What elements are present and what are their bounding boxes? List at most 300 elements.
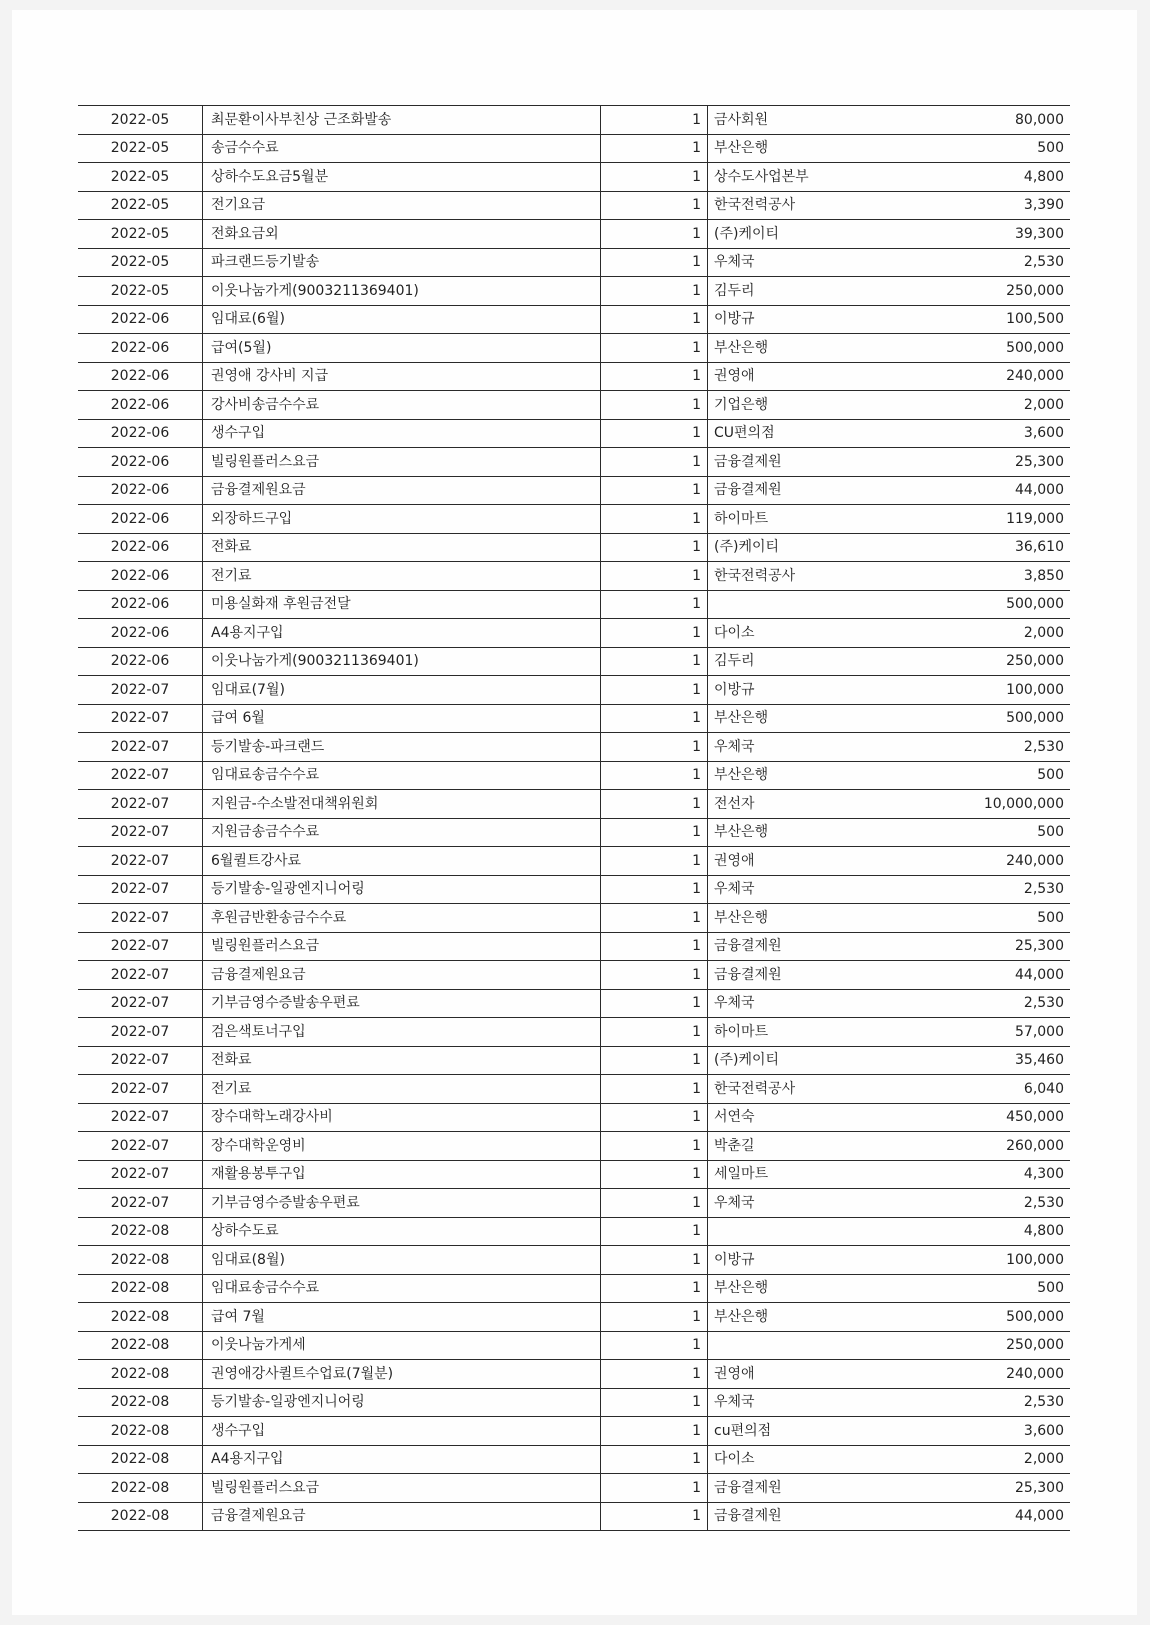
amount-cell: 25,300 [906, 448, 1070, 477]
payee-cell: 우체국 [708, 989, 907, 1018]
table-row [78, 619, 1070, 648]
table-row [78, 362, 1070, 391]
amount-cell: 260,000 [906, 1132, 1070, 1161]
table-row [78, 1075, 1070, 1104]
description-cell: 생수구입 [203, 419, 601, 448]
table-row [78, 1246, 1070, 1275]
table-row [78, 1046, 1070, 1075]
description-cell: 등기발송-파크랜드 [203, 733, 601, 762]
description-cell: 전기료 [203, 1075, 601, 1104]
quantity-cell: 1 [601, 419, 708, 448]
table-row [78, 448, 1070, 477]
table-row [78, 1417, 1070, 1446]
date-cell: 2022-06 [78, 362, 203, 391]
payee-cell: 우체국 [708, 1388, 907, 1417]
date-cell: 2022-07 [78, 932, 203, 961]
amount-cell: 44,000 [906, 476, 1070, 505]
amount-cell: 500,000 [906, 334, 1070, 363]
description-cell: 등기발송-일광엔지니어링 [203, 1388, 601, 1417]
ledger-body [78, 106, 1070, 1531]
payee-cell: (주)케이티 [708, 1046, 907, 1075]
amount-cell: 39,300 [906, 220, 1070, 249]
payee-cell: (주)케이티 [708, 533, 907, 562]
description-cell: 6월퀼트강사료 [203, 847, 601, 876]
description-cell: 기부금영수증발송우편료 [203, 989, 601, 1018]
quantity-cell: 1 [601, 818, 708, 847]
description-cell: 급여 7월 [203, 1303, 601, 1332]
quantity-cell: 1 [601, 476, 708, 505]
date-cell: 2022-08 [78, 1445, 203, 1474]
amount-cell: 2,530 [906, 733, 1070, 762]
description-cell: A4용지구입 [203, 619, 601, 648]
date-cell: 2022-05 [78, 191, 203, 220]
amount-cell: 500 [906, 818, 1070, 847]
description-cell: 빌링원플러스요금 [203, 448, 601, 477]
date-cell: 2022-06 [78, 448, 203, 477]
amount-cell: 2,530 [906, 248, 1070, 277]
date-cell: 2022-07 [78, 818, 203, 847]
table-row [78, 505, 1070, 534]
payee-cell: 금융결제원 [708, 961, 907, 990]
table-row [78, 590, 1070, 619]
description-cell: 전화요금외 [203, 220, 601, 249]
description-cell: 미용실화재 후원금전달 [203, 590, 601, 619]
date-cell: 2022-05 [78, 220, 203, 249]
payee-cell: 세일마트 [708, 1160, 907, 1189]
amount-cell: 240,000 [906, 362, 1070, 391]
payee-cell [708, 1217, 907, 1246]
description-cell: 재활용봉투구입 [203, 1160, 601, 1189]
description-cell: 이웃나눔가게(9003211369401) [203, 647, 601, 676]
payee-cell: CU편의점 [708, 419, 907, 448]
payee-cell: 박춘길 [708, 1132, 907, 1161]
table-row [78, 1474, 1070, 1503]
payee-cell: 하이마트 [708, 1018, 907, 1047]
amount-cell: 500 [906, 761, 1070, 790]
payee-cell: 기업은행 [708, 391, 907, 420]
description-cell: 강사비송금수수료 [203, 391, 601, 420]
date-cell: 2022-06 [78, 305, 203, 334]
table-row [78, 647, 1070, 676]
description-cell: 금융결제원요금 [203, 961, 601, 990]
amount-cell: 2,530 [906, 875, 1070, 904]
quantity-cell: 1 [601, 248, 708, 277]
date-cell: 2022-06 [78, 533, 203, 562]
quantity-cell: 1 [601, 334, 708, 363]
expense-ledger-table [78, 105, 1070, 1531]
payee-cell: 하이마트 [708, 505, 907, 534]
payee-cell: 부산은행 [708, 1303, 907, 1332]
payee-cell: 김두리 [708, 277, 907, 306]
payee-cell: 한국전력공사 [708, 1075, 907, 1104]
description-cell: 권영애 강사비 지급 [203, 362, 601, 391]
amount-cell: 2,530 [906, 989, 1070, 1018]
description-cell: 급여 6월 [203, 704, 601, 733]
table-row [78, 533, 1070, 562]
quantity-cell: 1 [601, 220, 708, 249]
payee-cell: 다이소 [708, 619, 907, 648]
payee-cell: 전선자 [708, 790, 907, 819]
quantity-cell: 1 [601, 847, 708, 876]
quantity-cell: 1 [601, 1160, 708, 1189]
amount-cell: 2,530 [906, 1388, 1070, 1417]
table-row [78, 875, 1070, 904]
amount-cell: 4,300 [906, 1160, 1070, 1189]
date-cell: 2022-05 [78, 163, 203, 192]
payee-cell: 우체국 [708, 875, 907, 904]
description-cell: 전화료 [203, 533, 601, 562]
description-cell: 권영애강사퀼트수업료(7월분) [203, 1360, 601, 1389]
description-cell: 장수대학노래강사비 [203, 1103, 601, 1132]
amount-cell: 2,530 [906, 1189, 1070, 1218]
amount-cell: 6,040 [906, 1075, 1070, 1104]
description-cell: 금융결제원요금 [203, 1502, 601, 1531]
payee-cell: 권영애 [708, 362, 907, 391]
date-cell: 2022-07 [78, 761, 203, 790]
date-cell: 2022-08 [78, 1502, 203, 1531]
table-row [78, 1360, 1070, 1389]
quantity-cell: 1 [601, 305, 708, 334]
quantity-cell: 1 [601, 277, 708, 306]
description-cell: 전기료 [203, 562, 601, 591]
table-row [78, 1132, 1070, 1161]
payee-cell [708, 1331, 907, 1360]
date-cell: 2022-06 [78, 647, 203, 676]
table-row [78, 1018, 1070, 1047]
date-cell: 2022-07 [78, 1075, 203, 1104]
table-row [78, 391, 1070, 420]
quantity-cell: 1 [601, 1417, 708, 1446]
date-cell: 2022-08 [78, 1417, 203, 1446]
date-cell: 2022-06 [78, 590, 203, 619]
quantity-cell: 1 [601, 590, 708, 619]
date-cell: 2022-08 [78, 1474, 203, 1503]
table-row [78, 676, 1070, 705]
payee-cell: (주)케이티 [708, 220, 907, 249]
quantity-cell: 1 [601, 505, 708, 534]
date-cell: 2022-05 [78, 277, 203, 306]
quantity-cell: 1 [601, 391, 708, 420]
amount-cell: 3,600 [906, 419, 1070, 448]
date-cell: 2022-08 [78, 1217, 203, 1246]
date-cell: 2022-06 [78, 619, 203, 648]
date-cell: 2022-07 [78, 1132, 203, 1161]
quantity-cell: 1 [601, 562, 708, 591]
payee-cell: 서연숙 [708, 1103, 907, 1132]
quantity-cell: 1 [601, 1189, 708, 1218]
amount-cell: 100,000 [906, 676, 1070, 705]
amount-cell: 500,000 [906, 590, 1070, 619]
description-cell: 전화료 [203, 1046, 601, 1075]
date-cell: 2022-08 [78, 1360, 203, 1389]
date-cell: 2022-08 [78, 1274, 203, 1303]
quantity-cell: 1 [601, 1246, 708, 1275]
date-cell: 2022-07 [78, 1160, 203, 1189]
document-page [12, 10, 1137, 1615]
amount-cell: 36,610 [906, 533, 1070, 562]
amount-cell: 10,000,000 [906, 790, 1070, 819]
amount-cell: 3,850 [906, 562, 1070, 591]
date-cell: 2022-07 [78, 875, 203, 904]
payee-cell: 권영애 [708, 847, 907, 876]
amount-cell: 500,000 [906, 1303, 1070, 1332]
payee-cell: 우체국 [708, 248, 907, 277]
date-cell: 2022-07 [78, 704, 203, 733]
description-cell: 금융결제원요금 [203, 476, 601, 505]
payee-cell: 금융결제원 [708, 1474, 907, 1503]
amount-cell: 500 [906, 1274, 1070, 1303]
payee-cell: 이방규 [708, 676, 907, 705]
payee-cell: 부산은행 [708, 704, 907, 733]
payee-cell: 김두리 [708, 647, 907, 676]
amount-cell: 450,000 [906, 1103, 1070, 1132]
quantity-cell: 1 [601, 619, 708, 648]
payee-cell: 우체국 [708, 733, 907, 762]
table-row [78, 1331, 1070, 1360]
amount-cell: 2,000 [906, 619, 1070, 648]
description-cell: 지원금-수소발전대책위원회 [203, 790, 601, 819]
date-cell: 2022-07 [78, 733, 203, 762]
payee-cell: 부산은행 [708, 904, 907, 933]
description-cell: 검은색토너구입 [203, 1018, 601, 1047]
table-row [78, 334, 1070, 363]
table-row [78, 1445, 1070, 1474]
table-row [78, 1502, 1070, 1531]
quantity-cell: 1 [601, 989, 708, 1018]
quantity-cell: 1 [601, 1274, 708, 1303]
payee-cell: 한국전력공사 [708, 562, 907, 591]
table-row [78, 704, 1070, 733]
table-row [78, 419, 1070, 448]
table-row [78, 134, 1070, 163]
payee-cell: 상수도사업본부 [708, 163, 907, 192]
payee-cell: 다이소 [708, 1445, 907, 1474]
table-row [78, 476, 1070, 505]
date-cell: 2022-05 [78, 248, 203, 277]
amount-cell: 57,000 [906, 1018, 1070, 1047]
amount-cell: 100,500 [906, 305, 1070, 334]
amount-cell: 240,000 [906, 847, 1070, 876]
date-cell: 2022-06 [78, 476, 203, 505]
amount-cell: 4,800 [906, 163, 1070, 192]
payee-cell: 금사회원 [708, 106, 907, 135]
date-cell: 2022-07 [78, 790, 203, 819]
quantity-cell: 1 [601, 1018, 708, 1047]
date-cell: 2022-07 [78, 676, 203, 705]
table-row [78, 961, 1070, 990]
date-cell: 2022-07 [78, 1103, 203, 1132]
date-cell: 2022-05 [78, 106, 203, 135]
description-cell: 임대료송금수수료 [203, 761, 601, 790]
table-row [78, 1217, 1070, 1246]
date-cell: 2022-06 [78, 562, 203, 591]
quantity-cell: 1 [601, 733, 708, 762]
date-cell: 2022-06 [78, 505, 203, 534]
description-cell: 지원금송금수수료 [203, 818, 601, 847]
payee-cell [708, 590, 907, 619]
description-cell: 등기발송-일광엔지니어링 [203, 875, 601, 904]
table-row [78, 562, 1070, 591]
table-row [78, 932, 1070, 961]
description-cell: 송금수수료 [203, 134, 601, 163]
quantity-cell: 1 [601, 1075, 708, 1104]
table-row [78, 277, 1070, 306]
table-row [78, 1303, 1070, 1332]
table-row [78, 191, 1070, 220]
payee-cell: 금융결제원 [708, 932, 907, 961]
amount-cell: 119,000 [906, 505, 1070, 534]
amount-cell: 250,000 [906, 277, 1070, 306]
description-cell: 이웃나눔가게(9003211369401) [203, 277, 601, 306]
table-row [78, 818, 1070, 847]
date-cell: 2022-07 [78, 989, 203, 1018]
payee-cell: 이방규 [708, 305, 907, 334]
amount-cell: 500 [906, 904, 1070, 933]
description-cell: 상하수도료 [203, 1217, 601, 1246]
payee-cell: 부산은행 [708, 818, 907, 847]
payee-cell: 우체국 [708, 1189, 907, 1218]
quantity-cell: 1 [601, 790, 708, 819]
payee-cell: 금융결제원 [708, 476, 907, 505]
quantity-cell: 1 [601, 647, 708, 676]
quantity-cell: 1 [601, 1445, 708, 1474]
quantity-cell: 1 [601, 1132, 708, 1161]
quantity-cell: 1 [601, 875, 708, 904]
description-cell: 급여(5월) [203, 334, 601, 363]
table-row [78, 847, 1070, 876]
table-row [78, 1388, 1070, 1417]
quantity-cell: 1 [601, 533, 708, 562]
date-cell: 2022-07 [78, 961, 203, 990]
quantity-cell: 1 [601, 1388, 708, 1417]
date-cell: 2022-06 [78, 391, 203, 420]
amount-cell: 2,000 [906, 1445, 1070, 1474]
quantity-cell: 1 [601, 1217, 708, 1246]
payee-cell: 부산은행 [708, 1274, 907, 1303]
date-cell: 2022-08 [78, 1331, 203, 1360]
description-cell: 임대료(8월) [203, 1246, 601, 1275]
quantity-cell: 1 [601, 163, 708, 192]
amount-cell: 250,000 [906, 647, 1070, 676]
table-row [78, 163, 1070, 192]
description-cell: 이웃나눔가게세 [203, 1331, 601, 1360]
payee-cell: 권영애 [708, 1360, 907, 1389]
amount-cell: 25,300 [906, 932, 1070, 961]
payee-cell: cu편의점 [708, 1417, 907, 1446]
quantity-cell: 1 [601, 904, 708, 933]
payee-cell: 이방규 [708, 1246, 907, 1275]
quantity-cell: 1 [601, 1103, 708, 1132]
description-cell: 빌링원플러스요금 [203, 932, 601, 961]
quantity-cell: 1 [601, 1046, 708, 1075]
table-row [78, 106, 1070, 135]
description-cell: 상하수도요금5월분 [203, 163, 601, 192]
payee-cell: 금융결제원 [708, 448, 907, 477]
table-row [78, 248, 1070, 277]
quantity-cell: 1 [601, 1474, 708, 1503]
amount-cell: 240,000 [906, 1360, 1070, 1389]
amount-cell: 80,000 [906, 106, 1070, 135]
quantity-cell: 1 [601, 932, 708, 961]
description-cell: 생수구입 [203, 1417, 601, 1446]
table-row [78, 1274, 1070, 1303]
payee-cell: 부산은행 [708, 761, 907, 790]
amount-cell: 500,000 [906, 704, 1070, 733]
date-cell: 2022-06 [78, 334, 203, 363]
table-row [78, 790, 1070, 819]
description-cell: 임대료(6월) [203, 305, 601, 334]
payee-cell: 부산은행 [708, 134, 907, 163]
date-cell: 2022-08 [78, 1388, 203, 1417]
quantity-cell: 1 [601, 676, 708, 705]
amount-cell: 500 [906, 134, 1070, 163]
amount-cell: 35,460 [906, 1046, 1070, 1075]
quantity-cell: 1 [601, 448, 708, 477]
description-cell: 장수대학운영비 [203, 1132, 601, 1161]
amount-cell: 4,800 [906, 1217, 1070, 1246]
quantity-cell: 1 [601, 961, 708, 990]
amount-cell: 25,300 [906, 1474, 1070, 1503]
date-cell: 2022-07 [78, 847, 203, 876]
amount-cell: 2,000 [906, 391, 1070, 420]
description-cell: 최문환이사부친상 근조화발송 [203, 106, 601, 135]
payee-cell: 부산은행 [708, 334, 907, 363]
quantity-cell: 1 [601, 1360, 708, 1389]
quantity-cell: 1 [601, 106, 708, 135]
quantity-cell: 1 [601, 704, 708, 733]
amount-cell: 44,000 [906, 961, 1070, 990]
table-row [78, 1160, 1070, 1189]
date-cell: 2022-07 [78, 904, 203, 933]
amount-cell: 3,390 [906, 191, 1070, 220]
quantity-cell: 1 [601, 1502, 708, 1531]
quantity-cell: 1 [601, 134, 708, 163]
table-row [78, 761, 1070, 790]
quantity-cell: 1 [601, 761, 708, 790]
description-cell: 파크랜드등기발송 [203, 248, 601, 277]
table-row [78, 989, 1070, 1018]
table-row [78, 904, 1070, 933]
amount-cell: 44,000 [906, 1502, 1070, 1531]
quantity-cell: 1 [601, 1303, 708, 1332]
description-cell: 임대료(7월) [203, 676, 601, 705]
description-cell: 외장하드구입 [203, 505, 601, 534]
description-cell: 전기요금 [203, 191, 601, 220]
quantity-cell: 1 [601, 362, 708, 391]
date-cell: 2022-08 [78, 1246, 203, 1275]
amount-cell: 250,000 [906, 1331, 1070, 1360]
date-cell: 2022-08 [78, 1303, 203, 1332]
amount-cell: 100,000 [906, 1246, 1070, 1275]
table-row [78, 305, 1070, 334]
description-cell: 빌링원플러스요금 [203, 1474, 601, 1503]
amount-cell: 3,600 [906, 1417, 1070, 1446]
payee-cell: 한국전력공사 [708, 191, 907, 220]
table-row [78, 733, 1070, 762]
table-row [78, 220, 1070, 249]
description-cell: 임대료송금수수료 [203, 1274, 601, 1303]
quantity-cell: 1 [601, 1331, 708, 1360]
date-cell: 2022-06 [78, 419, 203, 448]
date-cell: 2022-05 [78, 134, 203, 163]
table-row [78, 1189, 1070, 1218]
date-cell: 2022-07 [78, 1189, 203, 1218]
date-cell: 2022-07 [78, 1018, 203, 1047]
quantity-cell: 1 [601, 191, 708, 220]
description-cell: A4용지구입 [203, 1445, 601, 1474]
table-row [78, 1103, 1070, 1132]
description-cell: 기부금영수증발송우편료 [203, 1189, 601, 1218]
